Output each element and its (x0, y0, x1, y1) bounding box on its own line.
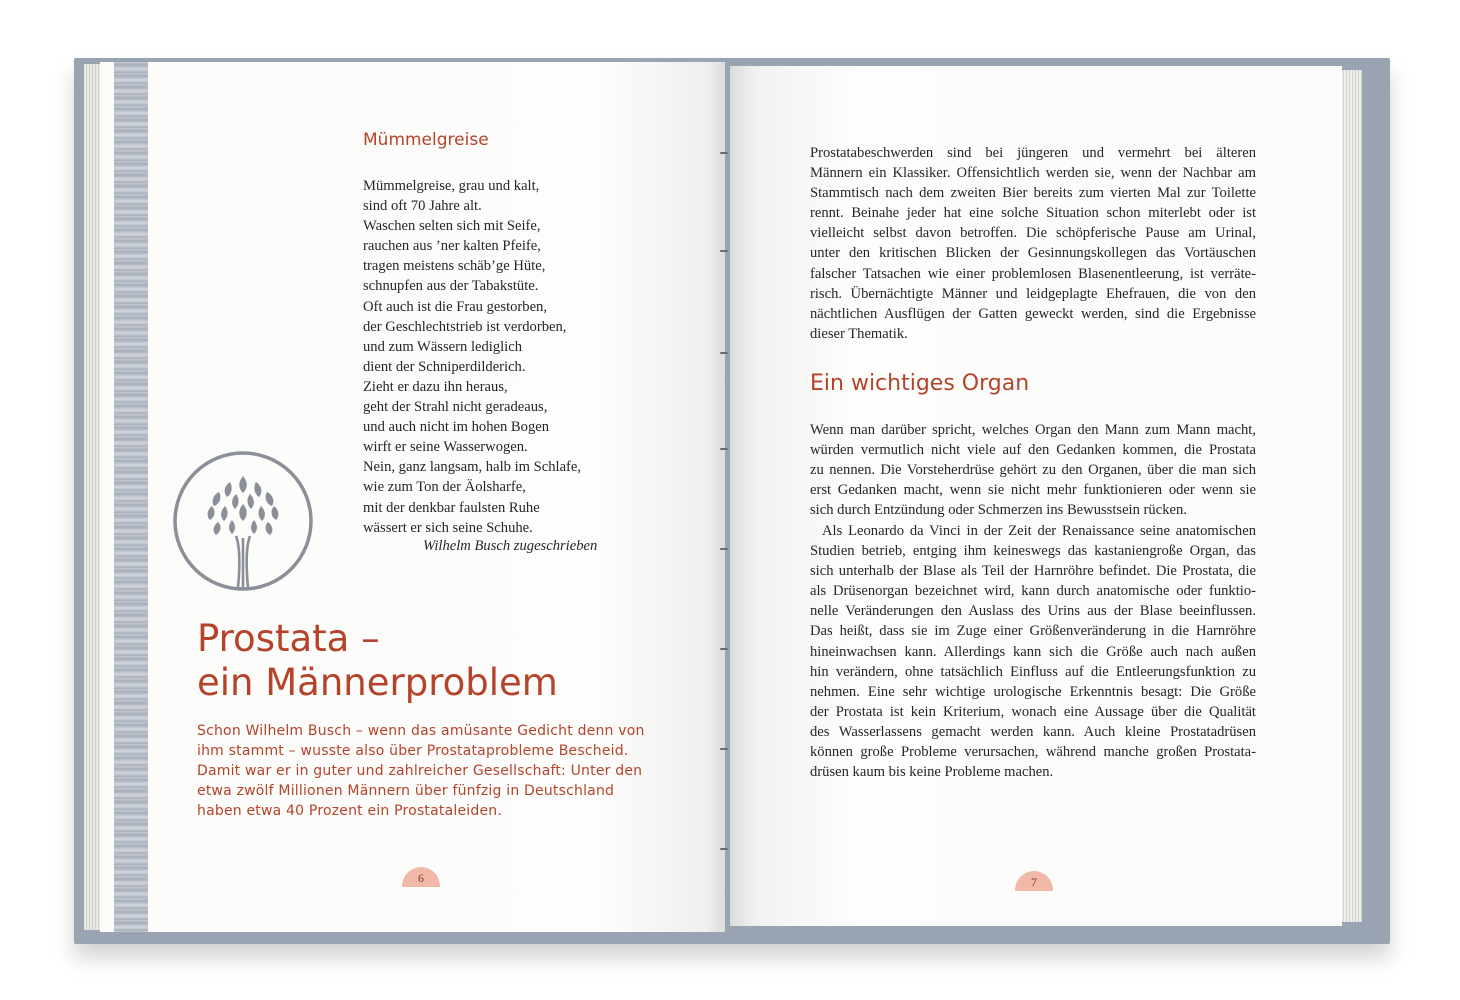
intro-line: etwa zwölf Millionen Männern über fünfzig in Deutschland (197, 783, 615, 799)
intro-line: Damit war er in guter und zahlreicher Gesellschaft: Unter den (197, 763, 643, 779)
chapter-title-line-1: Prostata – (197, 617, 380, 660)
binding-stitch (720, 152, 728, 154)
poem-line: Waschen selten sich mit Seife, (363, 218, 541, 235)
page-number-left: 6 (402, 867, 440, 887)
poem-line: und auch nicht im hohen Bogen (363, 419, 550, 436)
paragraph-line: unter den kritischen Blicken der Gesinnungskollegen das Vortäuschen (810, 245, 1256, 262)
paragraph-line: dieser Thematik. (810, 325, 908, 342)
paragraph-line: Männern ein Klassiker. Offensichtlich werden sie, wenn der Nachbar am (810, 165, 1256, 182)
chapter-title-line-2: ein Männerproblem (197, 661, 558, 704)
poem-line: wirft er seine Wasserwogen. (363, 439, 528, 456)
paragraph-line: nächtlichen Ausflügen der Gatten geweckt werden, sind die Ergebnisse (810, 305, 1256, 322)
paragraph-line: nehmen. Eine sehr wichtige urologische Erkenntnis besagt: Die Größe (810, 683, 1256, 700)
paragraph-1 (810, 143, 1256, 344)
poem-line: rauchen aus ’ner kalten Pfeife, (363, 238, 541, 255)
binding-stitch (720, 448, 728, 450)
paragraph-line: Studien betrieb, entging ihm keineswegs das kastaniengroße Organ, das (810, 543, 1256, 560)
poem-line: tragen meistens schäb’ge Hüte, (363, 258, 546, 275)
intro-line: ihm stammt – wusste also über Prostataprobleme Bescheid. (197, 743, 629, 759)
paragraph-line: können große Probleme verursachen, während manche großen Prostata- (810, 744, 1256, 761)
poem-line: wie zum Ton der Äolsharfe, (363, 479, 526, 496)
paragraph-line: würden vermutlich nicht viele auf den Gedanken kommen, die Prostata (810, 442, 1256, 459)
page-number-right: 7 (1015, 871, 1053, 891)
chapter-intro (197, 721, 657, 821)
paragraph-line: erst Gedanken macht, wenn sie nicht mehr funktionieren oder wenn sie (810, 482, 1256, 499)
poem-line: und zum Wässern lediglich (363, 338, 523, 355)
page-edges-right (1340, 70, 1362, 922)
intro-line: Schon Wilhelm Busch – wenn das amüsante Gedicht denn von (197, 723, 645, 739)
poem-line: mit der denkbar faulsten Ruhe (363, 499, 540, 516)
section-heading: Ein wichtiges Organ (810, 371, 1030, 396)
paragraph-line: hin verändern, ohne tatsächlich Einfluss auf die Entleerungsfunktion zu (810, 663, 1256, 680)
binding-stitch (720, 352, 728, 354)
paragraph-line: sich durch Entzündung oder Schmerzen ins Bewusstsein rücken. (810, 502, 1187, 519)
poem-attribution: Wilhelm Busch zugeschrieben (423, 538, 598, 554)
binding-stitch (720, 250, 728, 252)
binding-stitch (720, 648, 728, 650)
paragraph-2 (810, 420, 1256, 520)
paragraph-line: Das heißt, dass sie im Zuge einer Größenveränderung in die Harnröhre (810, 623, 1256, 640)
paragraph-line: nelle Veränderungen den Auslass des Urins aus der Blase beeinflussen. (810, 603, 1256, 620)
paragraph-line: Als Leonardo da Vinci in der Zeit der Renaissance seine anatomischen (822, 523, 1256, 539)
binding-stitch (720, 748, 728, 750)
binding-stitch (720, 848, 728, 850)
poem-line: Mümmelgreise, grau und kalt, (363, 178, 540, 194)
left-page (100, 62, 725, 932)
decorative-stripe (114, 62, 148, 932)
poem-title: Mümmelgreise (363, 130, 489, 150)
poem-line: sind oft 70 Jahre alt. (363, 198, 482, 215)
paragraph-line: rennt. Beinahe jeder hat eine solche Situation schon miterlebt oder ist (810, 205, 1256, 222)
paragraph-line: falscher Tatsachen wie einer problemlosen Blasenentleerung, ist verräte- (810, 265, 1256, 282)
paragraph-line: drüsen kaum bis keine Probleme machen. (810, 764, 1054, 781)
intro-line: haben etwa 40 Prozent ein Prostataleiden. (197, 803, 502, 819)
tree-in-circle-icon (168, 446, 318, 601)
paragraph-line: vielleicht selbst davon betroffen. Die schöpferische Pause am Urinal, (810, 225, 1256, 242)
paragraph-line: Stammtisch nach dem zweiten Bier bereits zum vierten Mal zur Toilette (810, 185, 1256, 202)
poem-line: dient der Schniperdilderich. (363, 358, 526, 375)
paragraph-line: Prostatabeschwerden sind bei jüngeren und vermehrt bei älteren (810, 145, 1256, 161)
right-page (730, 66, 1342, 926)
poem (363, 176, 663, 538)
paragraph-line: risch. Übernächtigte Männer und leidgeplagte Ehefrauen, die von den (810, 285, 1256, 302)
paragraph-line: als Drüsenorgan bezeichnet wird, kann durch anatomische oder funktio- (810, 583, 1256, 600)
paragraph-3 (810, 521, 1256, 782)
poem-line: der Geschlechtstrieb ist verdorben, (363, 318, 567, 335)
paragraph-line: zu nennen. Die Vorsteherdrüse gehört zu den Organen, über die man sich (810, 462, 1256, 479)
binding-stitch (720, 548, 728, 550)
poem-line: schnupfen aus der Tabakstüte. (363, 278, 539, 295)
poem-line: Zieht er dazu ihn heraus, (363, 378, 508, 395)
paragraph-line: sich unterhalb der Blase als Teil der Harnröhre befindet. Die Prostata, die (810, 563, 1256, 580)
poem-line: Nein, ganz langsam, halb im Schlafe, (363, 459, 582, 476)
paragraph-line: Wenn man darüber spricht, welches Organ den Mann zum Mann macht, (810, 422, 1256, 438)
poem-line: geht der Strahl nicht geradeaus, (363, 399, 548, 416)
chapter-title (197, 617, 558, 705)
paragraph-line: des Wasserlassens gemacht werden kann. Auch kleine Prostatadrüsen (810, 723, 1256, 740)
poem-line: wässert er sich seine Schuhe. (363, 519, 533, 536)
poem-line: Oft auch ist die Frau gestorben, (363, 298, 547, 315)
paragraph-line: der Prostata ist kein Kriterium, wonach eine Aussage über die Qualität (810, 703, 1256, 720)
paragraph-line: hineinwachsen kann. Allerdings kann sich die Größe auch nach außen (810, 643, 1256, 660)
